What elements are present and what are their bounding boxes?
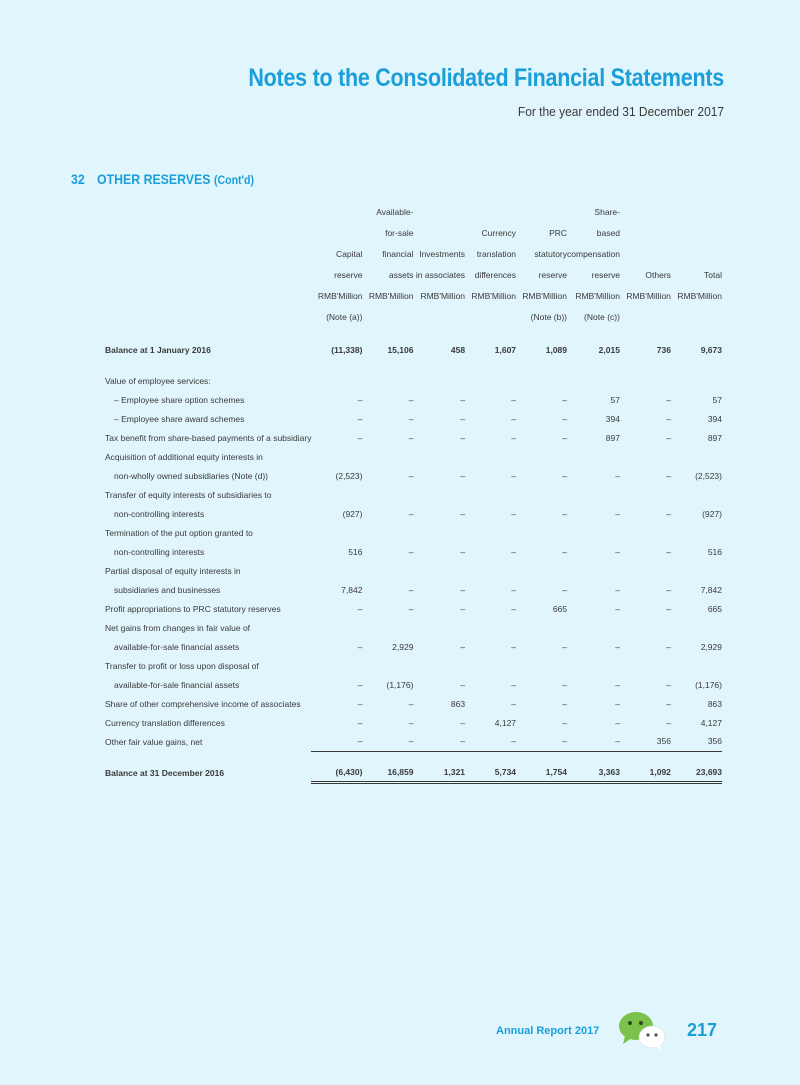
column-header-cell: based	[596, 228, 620, 238]
column-header-cell: Available-	[376, 207, 414, 217]
row-value: –	[511, 432, 517, 443]
row-value: –	[615, 698, 620, 709]
row-value	[620, 561, 671, 580]
row-value: –	[562, 508, 568, 519]
table-row	[105, 523, 722, 542]
row-label: Termination of the put option granted to	[105, 527, 253, 538]
row-value: 9,673	[700, 344, 722, 355]
column-header-cell: reserve	[591, 270, 620, 280]
row-value: 2,929	[392, 641, 414, 652]
row-value: –	[511, 584, 517, 595]
row-value: –	[666, 470, 671, 481]
row-value: –	[511, 508, 517, 519]
row-label: non-controlling interests	[114, 546, 205, 557]
row-value	[567, 656, 620, 675]
row-value: 2,929	[700, 641, 722, 652]
table-row	[105, 542, 722, 561]
row-value	[413, 656, 465, 675]
row-value: 57	[712, 394, 722, 405]
column-header-cell: RMB'Million	[677, 291, 722, 301]
table-row	[105, 390, 722, 409]
row-value	[413, 371, 465, 390]
reserves-table	[105, 202, 722, 784]
column-header-cell	[465, 202, 516, 223]
row-value	[362, 656, 413, 675]
row-value	[516, 485, 567, 504]
table-row	[105, 656, 722, 675]
row-label: Share of other comprehensive income of associates	[105, 698, 301, 709]
column-header-cell	[413, 223, 465, 244]
row-value: –	[311, 732, 362, 751]
row-value: (927)	[342, 508, 363, 519]
row-value: 394	[707, 413, 722, 424]
row-label: non-controlling interests	[114, 508, 205, 519]
row-value: –	[666, 584, 671, 595]
row-value: –	[511, 603, 517, 614]
row-value	[311, 371, 362, 390]
row-value	[413, 485, 465, 504]
column-header-blank	[105, 223, 311, 244]
row-value	[311, 447, 362, 466]
row-value: 458	[450, 344, 466, 355]
row-value	[465, 523, 516, 542]
column-header-cell	[620, 244, 671, 265]
column-header-cell	[671, 244, 722, 265]
row-value: –	[516, 732, 567, 751]
row-value: –	[460, 432, 466, 443]
row-value: –	[562, 641, 568, 652]
table-row	[105, 675, 722, 694]
table-row	[105, 599, 722, 618]
row-value: –	[615, 546, 620, 557]
row-value	[311, 656, 362, 675]
column-header-cell: Currency	[481, 228, 517, 238]
table-row	[105, 409, 722, 428]
row-value	[620, 523, 671, 542]
row-value: –	[408, 546, 414, 557]
spacer-row	[105, 751, 722, 763]
table-row	[105, 637, 722, 656]
row-value	[413, 561, 465, 580]
column-header-blank	[105, 307, 311, 328]
row-value	[465, 561, 516, 580]
row-value: –	[511, 470, 517, 481]
row-value: –	[615, 508, 620, 519]
row-value: –	[357, 432, 363, 443]
column-header-cell	[465, 307, 516, 328]
column-header-cell: RMB'Million	[471, 291, 517, 301]
row-value: (6,430)	[311, 763, 362, 782]
row-value: –	[413, 732, 465, 751]
row-value	[362, 523, 413, 542]
section-heading	[71, 171, 254, 187]
row-value: –	[666, 432, 671, 443]
column-header-blank	[105, 244, 311, 265]
row-value: 394	[605, 413, 620, 424]
row-value: –	[615, 584, 620, 595]
row-value: –	[460, 508, 466, 519]
row-value	[311, 523, 362, 542]
wechat-icon	[617, 1010, 669, 1052]
column-header-cell	[671, 202, 722, 223]
row-value: –	[562, 717, 568, 728]
row-value: 7,842	[341, 584, 363, 595]
row-value	[516, 561, 567, 580]
row-value: –	[460, 603, 466, 614]
row-value	[516, 371, 567, 390]
row-label: non-wholly owned subsidiaries (Note (d))	[114, 470, 269, 481]
table-row	[105, 713, 722, 732]
row-value: –	[511, 413, 517, 424]
table-row	[105, 485, 722, 504]
row-value	[465, 447, 516, 466]
row-value	[671, 523, 722, 542]
spacer-row	[105, 328, 722, 340]
row-value: (1,176)	[695, 679, 722, 690]
row-value	[413, 447, 465, 466]
footer-report-title: Annual Report 2017	[496, 1025, 600, 1037]
spacer-cell	[105, 328, 722, 340]
row-label: Partial disposal of equity interests in	[105, 565, 241, 576]
row-value: 5,734	[465, 763, 516, 782]
row-label: Tax benefit from share-based payments of a subsidiary	[105, 432, 312, 443]
column-header-cell: translation	[476, 249, 517, 259]
row-value: 863	[450, 698, 466, 709]
row-value: –	[511, 546, 517, 557]
row-value: 516	[348, 546, 363, 557]
row-value: (1,176)	[386, 679, 414, 690]
column-header-row	[105, 223, 722, 244]
column-header-cell	[620, 307, 671, 328]
row-value: 863	[707, 698, 722, 709]
row-value: 23,693	[671, 763, 722, 782]
row-value: 57	[610, 394, 620, 405]
row-value: –	[357, 641, 363, 652]
row-value: 356	[620, 732, 671, 751]
row-value: –	[460, 470, 466, 481]
page-number: 217	[687, 1020, 718, 1040]
row-value: –	[562, 546, 568, 557]
table-row	[105, 763, 722, 782]
row-value: –	[357, 717, 363, 728]
row-label: Balance at 1 January 2016	[105, 344, 211, 355]
row-value: –	[460, 584, 466, 595]
row-label: subsidiaries and businesses	[114, 584, 221, 595]
row-label: available-for-sale financial assets	[114, 641, 240, 652]
row-value: 1,607	[494, 344, 517, 355]
column-header-cell	[620, 223, 671, 244]
row-value: –	[357, 413, 363, 424]
row-value: –	[615, 603, 620, 614]
row-value: –	[465, 732, 516, 751]
row-value	[362, 447, 413, 466]
row-value: –	[511, 394, 517, 405]
row-value: –	[666, 698, 671, 709]
spacer-row	[105, 359, 722, 371]
row-value	[620, 485, 671, 504]
row-value: 516	[707, 546, 722, 557]
row-value: 1,089	[545, 344, 568, 355]
row-value: –	[460, 679, 466, 690]
column-header-cell: reserve	[538, 270, 568, 280]
row-label: Other fair value gains, net	[105, 736, 203, 747]
column-header-row	[105, 202, 722, 223]
row-value: –	[562, 679, 568, 690]
row-value	[620, 656, 671, 675]
row-value: –	[357, 394, 363, 405]
row-value	[362, 618, 413, 637]
row-value	[516, 656, 567, 675]
column-header-cell: (Note (c))	[584, 312, 620, 322]
row-value: –	[362, 732, 413, 751]
table-row	[105, 504, 722, 523]
row-value: –	[408, 717, 414, 728]
column-header-cell	[516, 202, 567, 223]
column-header-cell: Total	[704, 270, 722, 280]
row-value	[620, 618, 671, 637]
row-value	[413, 618, 465, 637]
section-cont: (Cont'd)	[213, 173, 255, 187]
row-value	[362, 485, 413, 504]
column-header-cell: Share-	[594, 207, 620, 217]
table-row	[105, 618, 722, 637]
row-label: available-for-sale financial assets	[114, 679, 240, 690]
row-value: –	[408, 508, 414, 519]
row-value: –	[511, 679, 517, 690]
column-header-cell: statutory	[534, 249, 568, 259]
row-value	[671, 371, 722, 390]
row-value: (927)	[702, 508, 722, 519]
row-value: –	[562, 584, 568, 595]
row-value: –	[562, 413, 568, 424]
row-value: –	[567, 732, 620, 751]
section-number: 32	[71, 171, 85, 187]
row-value	[465, 485, 516, 504]
row-value	[567, 447, 620, 466]
row-value: –	[357, 603, 363, 614]
column-header-cell: RMB'Million	[317, 291, 363, 301]
row-value: 736	[656, 344, 671, 355]
row-label: Transfer of equity interests of subsidiaries to	[105, 489, 272, 500]
row-value: –	[408, 603, 414, 614]
column-header-cell	[413, 307, 465, 328]
row-value	[516, 523, 567, 542]
column-header-cell	[671, 223, 722, 244]
row-value: 665	[707, 603, 722, 614]
row-value	[413, 523, 465, 542]
column-header-cell: (Note (a))	[326, 312, 363, 322]
row-value: 1,754	[516, 763, 567, 782]
table-row	[105, 340, 722, 359]
row-value: –	[460, 641, 466, 652]
row-value	[311, 561, 362, 580]
row-value: –	[408, 698, 414, 709]
row-value: 7,842	[700, 584, 722, 595]
column-header-cell: RMB'Million	[522, 291, 568, 301]
row-value	[567, 371, 620, 390]
row-value	[516, 447, 567, 466]
column-header-cell: compensation	[567, 249, 620, 259]
column-header-cell: assets	[388, 270, 414, 280]
row-value	[671, 656, 722, 675]
row-label: Currency translation differences	[105, 717, 225, 728]
column-header-cell: PRC	[549, 228, 568, 238]
row-value: –	[562, 394, 568, 405]
column-header-blank	[105, 202, 311, 223]
column-header-blank	[105, 286, 311, 307]
row-value: 897	[707, 432, 722, 443]
row-value: –	[460, 413, 466, 424]
row-value: –	[511, 641, 517, 652]
row-value	[465, 656, 516, 675]
row-value	[465, 618, 516, 637]
row-value	[311, 618, 362, 637]
row-value: 356	[671, 732, 722, 751]
row-value: –	[666, 717, 671, 728]
row-value	[671, 485, 722, 504]
row-value: 665	[552, 603, 568, 614]
table-row	[105, 561, 722, 580]
row-value	[362, 561, 413, 580]
table-row	[105, 466, 722, 485]
table-row	[105, 447, 722, 466]
row-value: –	[615, 470, 620, 481]
column-header-cell: in associates	[415, 270, 466, 280]
page-subtitle: For the year ended 31 December 2017	[517, 104, 724, 119]
row-value	[567, 485, 620, 504]
row-value	[567, 561, 620, 580]
column-header-cell: RMB'Million	[368, 291, 414, 301]
row-value: (11,338)	[331, 344, 363, 355]
row-value	[465, 371, 516, 390]
row-value: –	[408, 432, 414, 443]
row-value: 897	[605, 432, 620, 443]
table-row	[105, 732, 722, 751]
row-label: – Employee share award schemes	[114, 413, 245, 424]
column-header-cell: financial	[382, 249, 414, 259]
row-value: –	[666, 508, 671, 519]
row-value: 15,106	[387, 344, 414, 355]
column-header-cell: Others	[645, 270, 671, 280]
column-header-cell: for-sale	[385, 228, 414, 238]
row-value	[620, 371, 671, 390]
row-value: 16,859	[362, 763, 413, 782]
row-value	[671, 561, 722, 580]
column-header-cell	[413, 202, 465, 223]
row-value: –	[562, 698, 568, 709]
row-value: –	[615, 717, 620, 728]
row-value	[567, 523, 620, 542]
row-value: –	[408, 470, 414, 481]
page-title: Notes to the Consolidated Financial Statements	[248, 64, 724, 92]
row-label: – Employee share option schemes	[114, 394, 245, 405]
column-header-cell: RMB'Million	[626, 291, 671, 301]
row-value	[671, 447, 722, 466]
row-value: 3,363	[567, 763, 620, 782]
row-value: –	[460, 717, 466, 728]
column-header-cell: RMB'Million	[575, 291, 620, 301]
row-value	[671, 618, 722, 637]
row-value: –	[666, 603, 671, 614]
row-value: 4,127	[494, 717, 517, 728]
column-header-cell: Investments	[419, 249, 466, 259]
row-label: Value of employee services:	[105, 375, 211, 386]
column-header-row	[105, 307, 722, 328]
row-value: –	[460, 546, 466, 557]
row-value	[311, 485, 362, 504]
row-value: (2,523)	[335, 470, 363, 481]
row-label: Profit appropriations to PRC statutory reserves	[105, 603, 281, 614]
column-header-blank	[105, 265, 311, 286]
column-header-row	[105, 244, 722, 265]
row-value: –	[666, 413, 671, 424]
column-header-cell	[620, 202, 671, 223]
row-value: 2,015	[598, 344, 620, 355]
spacer-cell	[105, 359, 722, 371]
column-header-cell: differences	[474, 270, 517, 280]
row-value: –	[511, 698, 517, 709]
row-value: –	[408, 394, 414, 405]
column-header-row	[105, 265, 722, 286]
row-value: –	[666, 641, 671, 652]
row-value: –	[666, 679, 671, 690]
table-row	[105, 428, 722, 447]
row-value: –	[666, 394, 671, 405]
row-value: –	[357, 698, 363, 709]
table-row	[105, 694, 722, 713]
row-value: –	[615, 679, 620, 690]
row-value	[620, 447, 671, 466]
row-label: Transfer to profit or loss upon disposal of	[105, 660, 259, 671]
row-label: Net gains from changes in fair value of	[105, 622, 251, 633]
row-value: –	[408, 584, 414, 595]
column-header-cell: reserve	[334, 270, 363, 280]
column-header-cell: RMB'Million	[420, 291, 466, 301]
row-value: –	[357, 679, 363, 690]
column-header-cell	[311, 202, 362, 223]
row-value: –	[562, 432, 568, 443]
column-header-cell	[362, 307, 413, 328]
row-value: –	[460, 394, 466, 405]
spacer-cell	[105, 751, 722, 763]
section-title: OTHER RESERVES	[97, 171, 211, 187]
row-value: –	[666, 546, 671, 557]
row-value: 4,127	[700, 717, 722, 728]
row-value: 1,092	[620, 763, 671, 782]
column-header-cell: (Note (b))	[530, 312, 568, 322]
row-value: –	[615, 641, 620, 652]
column-header-row	[105, 286, 722, 307]
column-header-cell	[311, 223, 362, 244]
column-header-cell	[671, 307, 722, 328]
row-value: (2,523)	[695, 470, 722, 481]
table-row	[105, 580, 722, 599]
column-header-cell: Capital	[335, 249, 363, 259]
row-label: Balance at 31 December 2016	[105, 767, 225, 778]
row-value: –	[562, 470, 568, 481]
table-row	[105, 371, 722, 390]
row-value	[567, 618, 620, 637]
row-value	[516, 618, 567, 637]
row-value: –	[408, 413, 414, 424]
row-value: 1,321	[413, 763, 465, 782]
row-value	[362, 371, 413, 390]
row-label: Acquisition of additional equity interests in	[105, 451, 263, 462]
